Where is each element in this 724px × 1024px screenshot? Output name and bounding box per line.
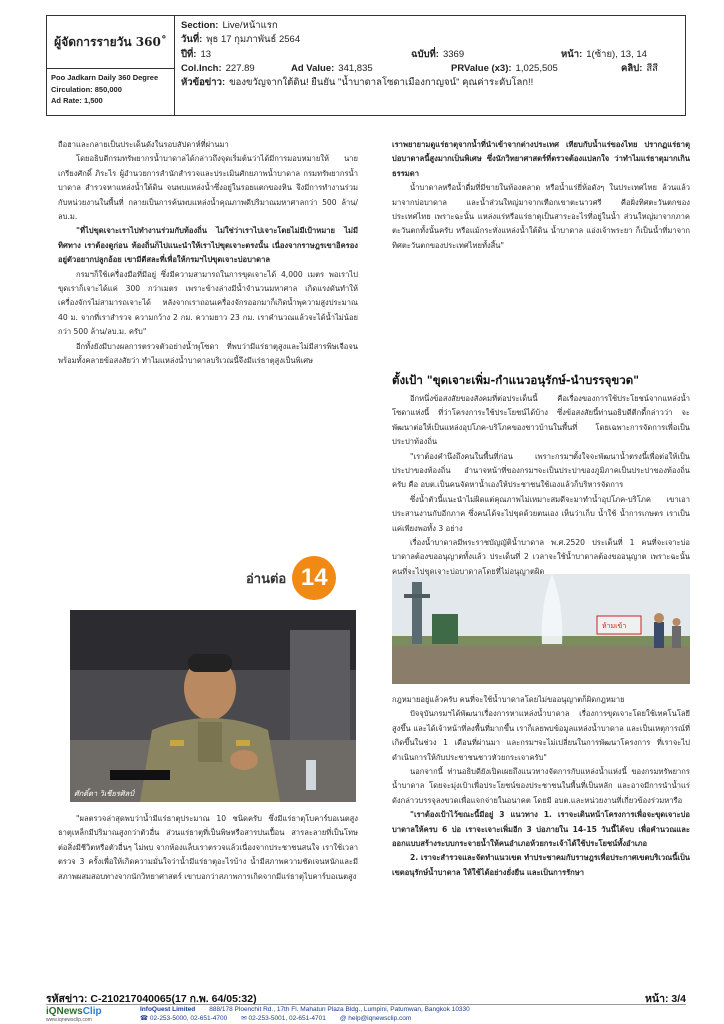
read-more-label: อ่านต่อ bbox=[246, 571, 287, 587]
paragraph: อีกทั้งยังมีบางผลการตรวจตัวอย่างน้ำพุโซดา ที่พบว่ามีแร่ธาตุสูงและไม่มีสารพิษเจือจน พร้อมทั้งคลายข้อสงสัยว่า ทำไมแหล่งน้ำบาดาลบริเวณนี้จึงมีแร่ธาตุสูงเป็นพิเศษ bbox=[58, 341, 358, 366]
paragraph: น้ำบาดาลหรือน้ำดื่มที่มีขายในท้องตลาด หรือน้ำแร่ยี่ห้อดังๆ ในประเทศไทย ล้วนแล้วมาจากบ่อบาดาล และน้ำส่วนใหญ่มาจากเทือกเขาตะนาวศรี คือฝั่งทิศตะวันตกของประเทศไทย เพราะฉะนั้น แหล่งแร่หรือแร่ธาตุเป็นสาระอะไรที่อยู่ในน้ำ ส่วนใหญ่มาจากภาคตะวันตกทั้งนั้นครับ หรือแม้กระทั่งแหล่งน้ำใต้ดิน น้ำบาดาล แอ่งเจ้าพระยา ก็เป็นน้ำที่มาจากทิศตะวันตกของประเทศไทยทั้งสิ้น" bbox=[392, 183, 690, 250]
email[interactable]: @ help@iqnewsclip.com bbox=[339, 1014, 412, 1022]
paragraph: โดยอธิบดีกรมทรัพยากรน้ำบาดาลได้กล่าวถึงจุดเริ่มต้นว่าได้มีการมอบหมายให้ นายเกรียงศักดิ์ ภิระไร ผู้อำนวยการสำนักสำรวจและประเมินศักยภาพน้ำบาดาล กรมทรัพยากรน้ำบาดาล สำรวจหาแหล่งน้ำใต้ดิน จนพบแหล่งน้ำซึ่งอยู่ในรอยแตกของหิน จึงมีการทำงานร่วมกับหน่วยงานในพื้นที่ กลายเป็นการค้นพบแหล่งน้ำคุณภาพดีปริมาณมหาศาลกว่า 500 ล้าน/ลบ.ม. bbox=[58, 154, 358, 222]
paragraph-quote: "เราต้องเป้าไว้ขณะนี้มีอยู่ 3 แนวทาง 1. เราจะเดินหน้าโครงการเพื่อจะขุดเจาะบ่อบาดาลให้ครบ 6 บ่อ เราจะเจาะเพิ่มอีก 3 บ่อภายใน 14-15 วันนี้ได้จบ เพื่อคำนวณและออกแบบสร้างระบบกระจายน้ำให้คนอำเภอห้วยกระเจ้าได้ใช้ประโยชน์ทั้งอำเภอ bbox=[392, 810, 690, 849]
clipping-header bbox=[46, 15, 686, 116]
headline-row: หัวข้อข่าว: ของขวัญจากใต้ดิน! ยืนยัน "น้ำบาดาลโซดาเมืองกาญจน์" คุณค่าระดับโลก!! bbox=[181, 77, 534, 88]
photo-caption: ศักดิ์ดา วิเชียรศิลป์ bbox=[74, 789, 135, 798]
paragraph: เรื่องน้ำบาดาลมีพระราชบัญญัติน้ำบาดาล พ.ศ.2520 ประเด็นที่ 1 คนที่จะเจาะบ่อบาดาลต้องขออนุญาตทั้งแล้ว ประเด็นที่ 2 เวลาจะใช้น้ำบาดาลต้องขออนุญาต เพราะฉะนั้นคนที่จะไปขุดเจาะบ่อบาดาลโดยที่ไม่อนุญาตผิด bbox=[392, 538, 690, 576]
article-right-column-mid bbox=[392, 392, 690, 579]
paragraph: ซึ่งน้ำตัวนี้แนะนำไม่ผิดแต่คุณภาพไม่เหมาะสมดีจะมาทำน้ำอุปโภค-บริโภค เขาเอาประสานงานกับอีกภาค ซึ่งคนได้จะไปขุดด้วยตนเอง เห็นว่าเก็บ น้ำใช้ น้ำการเกษตร เราเป็นแค่เพียงพอทั้ง 3 อย่าง bbox=[392, 494, 690, 533]
company-name: InfoQuest Limited bbox=[140, 1005, 196, 1013]
paragraph: "เราต้องคำนึงถึงคนในพื้นที่ก่อน เพราะกรมฯตั้งใจจะพัฒนาน้ำตรงนี้เพื่อต่อให้เป็นประปาของท้องถิ่น อำนาจหน้าที่ของกรมฯจะเป็นประปาของภูมิภาคเป็นประปาของท้องถิ่นครับ คือ อบต.เป็นคนจัดหาน้ำเองให้ประชาชนใช้เองแล้วก็บริหารจัดการ bbox=[392, 451, 690, 490]
mail-icon: @ bbox=[339, 1014, 347, 1022]
circulation: Circulation: 850,000 bbox=[51, 84, 122, 94]
phone: ☎ 02-253-5000, 02-651-4700 bbox=[140, 1014, 228, 1022]
phone-icon: ☎ bbox=[140, 1014, 149, 1022]
paragraph-quote: เราพยายามดูแร่ธาตุจากน้ำที่นำเข้าจากต่างประเทศ เทียบกับน้ำแร่ของไทย ปรากฏแร่ธาตุบ่อบาดาลนี้สูงมากเป็นพิเศษ ซึ่งนักวิทยาศาสตร์ที่ตรวจต้องแปลกใจ ว่าทำไมแร่ธาตุมากเกินธรรมดา bbox=[392, 140, 690, 178]
paragraph: 2. เราจะสำรวจและจัดทำแนวเขต ทำประชาคมกับราษฎรเพื่อประกาศเขตบริเวณนี้เป็นเขตอนุรักษ์น้ำบาดาล ให้ใช้ได้อย่างยั่งยืน และเป็นการรักษา bbox=[392, 853, 690, 877]
iqnewsclip-logo: iQNewsClip www.iqnewsclip.com bbox=[46, 1006, 102, 1023]
fax-icon: ✉ bbox=[241, 1014, 247, 1022]
paragraph: ถือฮาและกลายเป็นประเด็นดังในรอบสัปดาห์ที่ผ่านมา bbox=[58, 140, 229, 149]
clip-details bbox=[175, 16, 685, 115]
page-indicator: หน้า: 3/4 bbox=[644, 993, 686, 1005]
value-row: Col.Inch: 227.89 Ad Value: 341,835 PRValue (x3): 1,025,505 คลิป: สีสี bbox=[181, 62, 658, 74]
read-more-page-badge: 14 bbox=[292, 556, 336, 600]
paragraph: กฎหมายอยู่แล้วครับ คนที่จะใช้น้ำบาดาลโดยไม่ขออนุญาตก็ผิดกฎหมาย bbox=[392, 695, 625, 704]
publication-box bbox=[47, 16, 175, 115]
read-more bbox=[246, 556, 336, 600]
date-row: วันที่: พุธ 17 กุมภาพันธ์ 2564 bbox=[181, 34, 301, 46]
paragraph: นอกจากนี้ ท่านอธิบดียังเปิดเผยถึงแนวทางจัดการกับแหล่งน้ำแห่งนี้ ของกรมทรัพยากรน้ำบาดาล โดยจะมุ่งเป้าเพื่อประโยชน์ของประชาชนในพื้นที่เป็นหลัก และอาจมีการนำน้ำแร่ดังกล่าวบรรจุลงขวดเพื่อแจกจ่ายในอนาคต โดยมี อบต.และหน่วยงานที่เกี่ยวข้องร่วมหารือ bbox=[392, 767, 690, 805]
article-left-column-bottom bbox=[58, 812, 358, 884]
ad-rate: Ad Rate: 1,500 bbox=[51, 96, 103, 106]
news-code: รหัสข่าว: C-210217040065(17 ก.พ. 64/05:32) bbox=[46, 993, 257, 1005]
article-right-column-top bbox=[392, 138, 690, 253]
well-photo bbox=[392, 574, 690, 684]
paragraph: ปัจจุบันกรมฯได้พัฒนาเรื่องการหาแหล่งน้ำบาดาล เรื่องการขุดเจาะโดยใช้เทคโนโลยีสูงขึ้น และได้เจ้าหน้าที่ลงพื้นที่มากขึ้น เราก็เลยพบข้อมูลแหล่งน้ำบาดาล และเป็นเหตุการณ์ที่เกิดขึ้นในช่วง 1 เดือนที่ผ่านมา และกรมฯจะไม่เปลี่ยนในการพัฒนาโครงการ ที่เราจะไปดำเนินการให้กับประชาชนชาวหัวยกระเจาครับ" bbox=[392, 709, 690, 762]
paragraph: กรมฯก็ใช้เครื่องมือที่มีอยู่ ซึ่งมีความสามารถในการขุดเจาะได้ 4,000 เมตร พอเราไปขุดเราก็เจาะได้แค่ 300 กว่าเมตร เพราะข้างล่างมีน้ำจำนวนมหาศาล เกิดแรงดันทำให้เครื่องจักรไม่สามารถเจาะได้ หลังจากเราถอนเครื่องจักรออกมาก็เกิดน้ำพุความสูงประมาณ 40 ม. จากที่เราสำรวจ ความกว้าง 2 กม. ความยาว 23 กม. เราคำนวณแล้วจะได้น้ำไม่น้อยกว่า 500 ล้าน/ลบ.ม. ครับ" bbox=[58, 269, 358, 337]
publication-name: ผู้จัดการรายวัน 360˚ bbox=[47, 16, 174, 69]
article-left-column bbox=[58, 138, 358, 369]
paragraph-quote: "ผลตรวจล่าสุดพบว่าน้ำมีแร่ธาตุประมาณ 10 ชนิดครับ ซึ่งมีแร่ธาตุโบคาร์บอเนตสูง ธาตุเหล็กมีปริมาณสูงกว่าตัวอื่น ส่วนแร่ธาตุที่เป็นพิษหรือสารปนเปื้อน สารละลายที่เป็นโทษต่อสิ่งมีชีวิตหรือตัวอื่นๆ ไม่พบ จากห้องแล็บเราตรวจแล้วเนื่องจากประชาชนสนใจ เราใช้เวลาตรวจ 3 ครั้งเพื่อให้เกิดความมั่นใจว่าน้ำมีแร่ธาตุอะไรบ้าง น้ำมีสภาพความชัดเจนหนักและมีสภาพผสมสอบทางจากนักวิทยาศาสตร์ เขาบอกว่าสภาพการเกิดจากมีแร่ธาตุไบคาร์บอเนตสูง bbox=[58, 814, 358, 881]
well-sign-text: ห้ามเข้า bbox=[602, 622, 627, 630]
article-right-column-bottom bbox=[392, 693, 690, 880]
company-address: 888/178 Ploenchit Rd., 17th Fl. Mahatun Plaza Bldg., Lumpini, Patumwan, Bangkok 10330 bbox=[209, 1005, 470, 1013]
subheading: ตั้งเป้า "ขุดเจาะเพิ่ม-กำแนวอนุรักษ์-นำบรรจุขวด" bbox=[392, 373, 640, 387]
official-photo bbox=[70, 610, 356, 802]
paragraph: อีกหนึ่งข้อสงสัยของสังคมที่ต่อประเด็นนี้ คือเรื่องของการใช้ประโยชน์จากแหล่งน้ำโซดาแห่งนี้ ที่ว่าโครงการะใช้ประโยชน์ได้บ้าง ซึ่งข้อสงสัยนี้ท่านอธิบดีตีกดี้กล่าวว่า จะพัฒนาต่อให้เป็นแหล่งอุปโภค-บริโภคของชาวบ้านในพื้นที่ โดยเฉพาะการจัดการเพื่อเป็นประปาท้องถิ่น bbox=[392, 394, 690, 447]
paragraph-quote: "ที่ไปขุดเจาะเราไปทำงานร่วมกับท้องถิ่น ไม่ใช่ว่าเราไปเจาะโดยไม่มีเป้าหมาย ไม่มีทิศทาง เราต้องดูก่อน ท้องถิ่นก็ไปแนะนำให้เราไปขุดเจาะตรงนั้น เนื่องจากราษฎรเขาอิครองอยู่ตัวอยากปลูกอ้อย เขามีดีสละที่เพื่อให้กรมฯไปขุดเจาะบ่อบาดาล bbox=[58, 226, 358, 265]
footer-bar bbox=[46, 1004, 686, 1024]
fax: ✉ 02-253-5001, 02-651-4701 bbox=[241, 1014, 326, 1022]
publication-en: Poo Jadkarn Daily 360 Degree bbox=[51, 73, 159, 82]
issue-row: ปีที่: 13 ฉบับที่: 3369 หน้า: 1(ซ้าย), 13, 14 bbox=[181, 48, 647, 60]
section-row: Section: Live/หน้าแรก bbox=[181, 20, 278, 31]
company-info bbox=[140, 1006, 686, 1024]
publication-meta bbox=[47, 69, 174, 110]
